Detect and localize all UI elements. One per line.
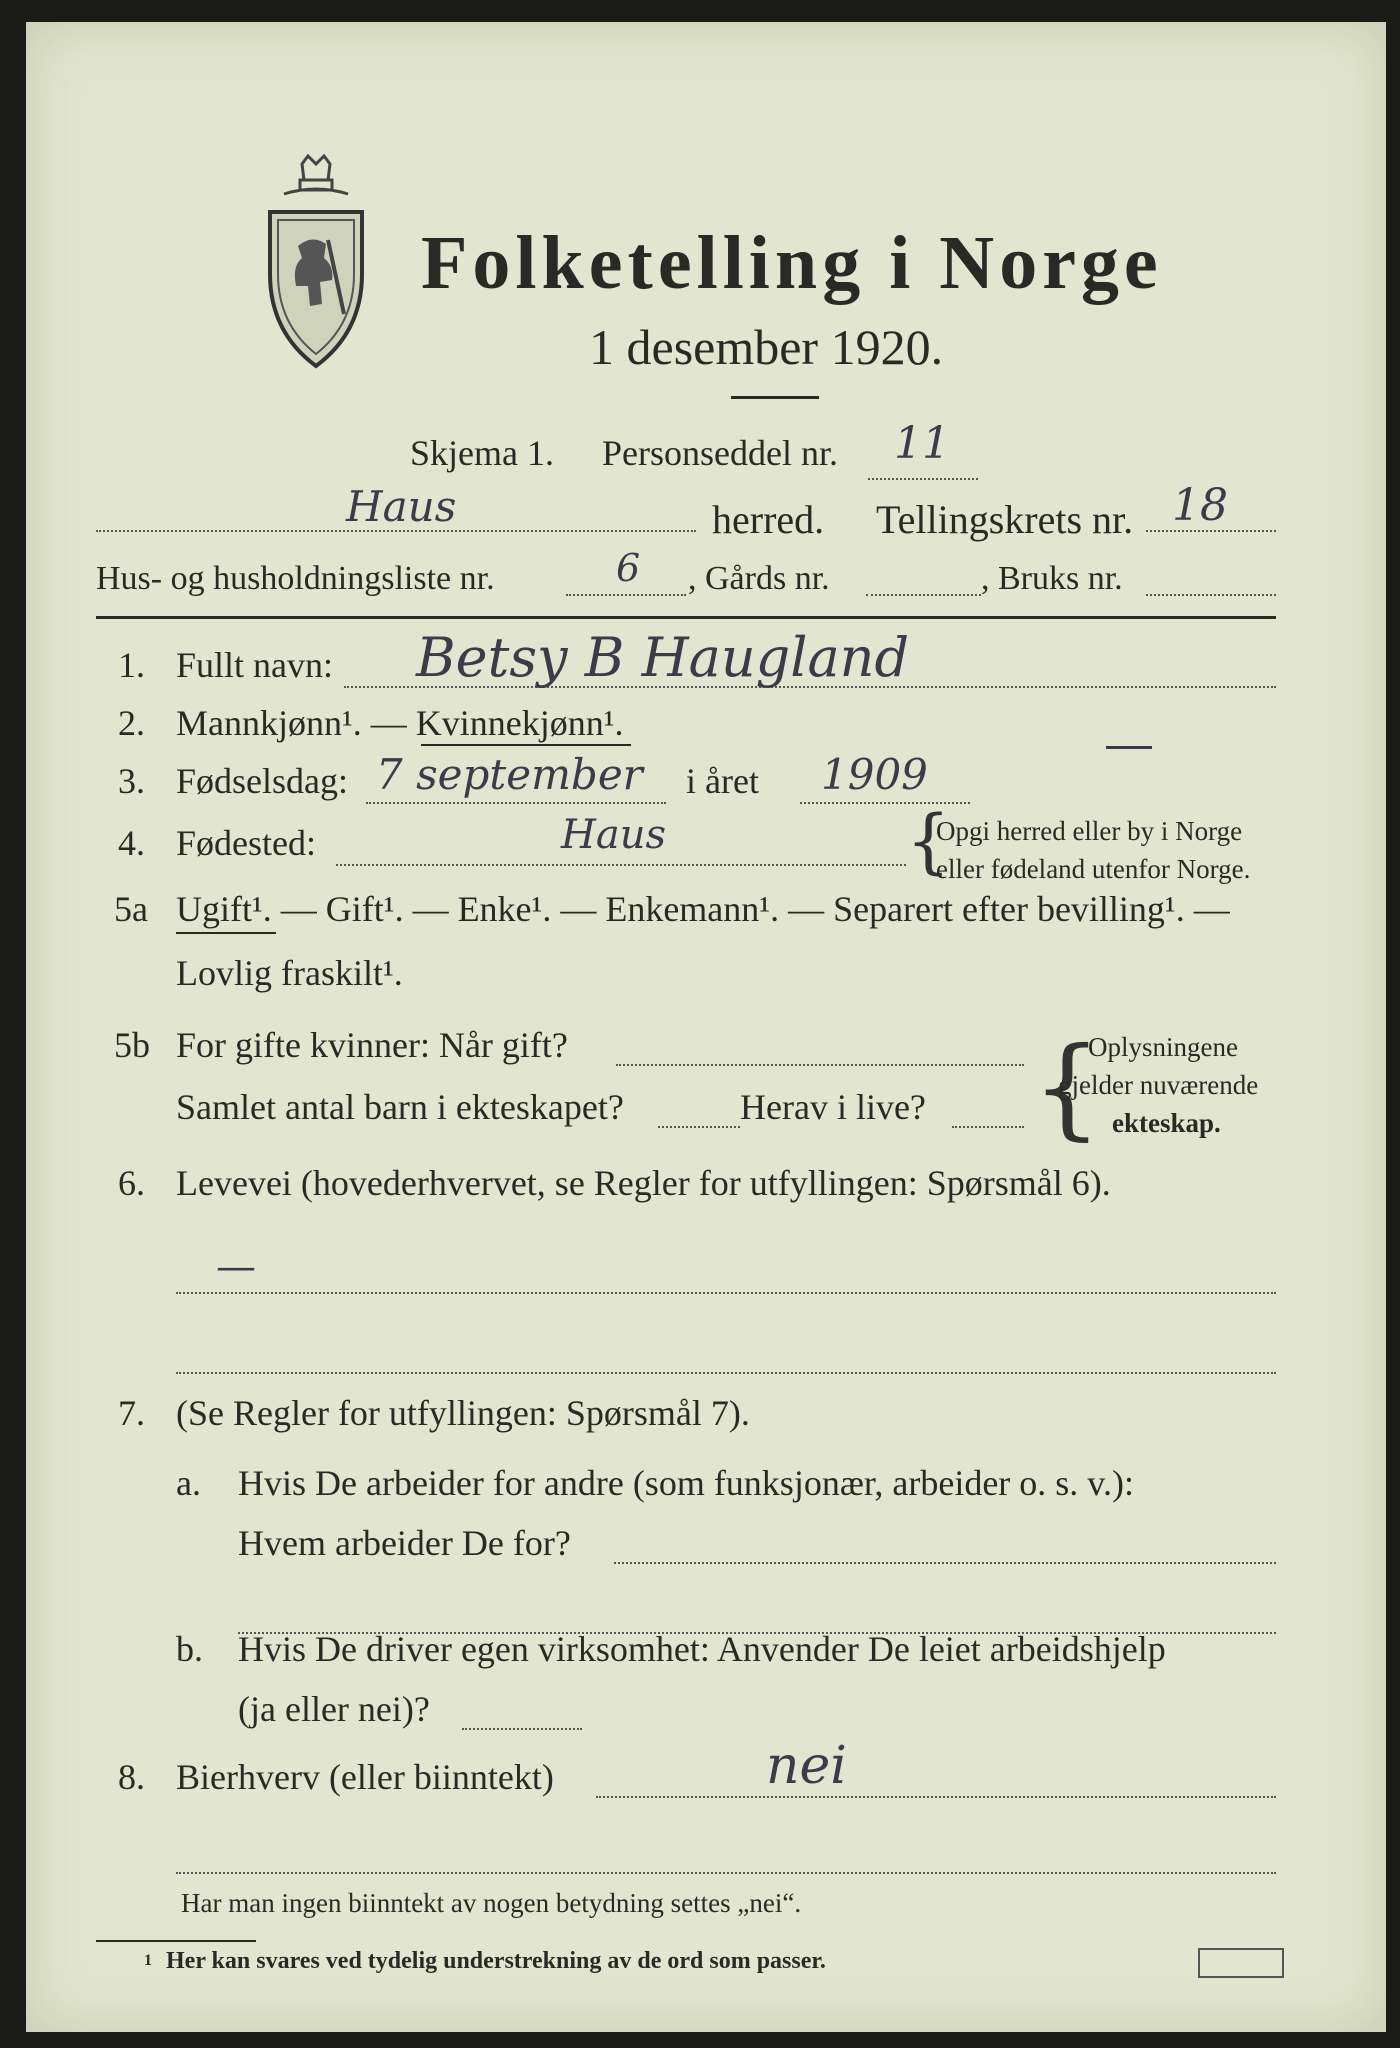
footnote-rule bbox=[96, 1940, 256, 1942]
husliste-label: Hus- og husholdningsliste nr. bbox=[96, 560, 495, 597]
footnote-text: Her kan svares ved tydelig understrekning av de ord som passer. bbox=[166, 1948, 826, 1974]
q7b-line2: (ja eller nei)? bbox=[238, 1689, 430, 1729]
q8-value[interactable]: nei bbox=[766, 1736, 847, 1796]
q5b-naar-gift-line bbox=[616, 1064, 1024, 1066]
q7-label: (Se Regler for utfyllingen: Spørsmål 7). bbox=[176, 1393, 750, 1433]
q5b-brace: { bbox=[1032, 1023, 1102, 1151]
norway-coat-of-arms-icon bbox=[262, 154, 370, 374]
herred-value[interactable]: Haus bbox=[346, 482, 457, 531]
census-date: 1 desember 1920. bbox=[589, 319, 944, 375]
q4-brace: { bbox=[906, 800, 951, 882]
q6-label: Levevei (hovederhvervet, se Regler for utfyllingen: Spørsmål 6). bbox=[176, 1163, 1111, 1203]
tellingskrets-value[interactable]: 18 bbox=[1172, 480, 1228, 531]
personseddel-label: Personseddel nr. bbox=[602, 433, 838, 473]
q2-dash-mark bbox=[1106, 746, 1152, 749]
q8-line2 bbox=[176, 1872, 1276, 1874]
q7b-letter: b. bbox=[176, 1629, 203, 1669]
q1-label: Fullt navn: bbox=[176, 645, 334, 685]
q1-number: 1. bbox=[118, 645, 145, 685]
q6-line2 bbox=[176, 1372, 1276, 1374]
q5b-line1: For gifte kvinner: Når gift? bbox=[176, 1025, 568, 1065]
q8-label: Bierhverv (eller biinntekt) bbox=[176, 1757, 554, 1797]
q3-value[interactable]: 7 september bbox=[376, 750, 643, 799]
header-rule bbox=[96, 616, 1276, 619]
q2-label: Mannkjønn¹. — Kvinnekjønn¹. bbox=[176, 703, 624, 743]
q8-line bbox=[596, 1796, 1276, 1798]
q7a-letter: a. bbox=[176, 1463, 201, 1503]
q7a-line bbox=[614, 1562, 1276, 1564]
herred-label: herred. bbox=[712, 497, 825, 542]
q3-year-value[interactable]: 1909 bbox=[821, 750, 928, 799]
q7a-line2: Hvem arbeider De for? bbox=[238, 1523, 571, 1563]
q8-number: 8. bbox=[118, 1757, 145, 1797]
q5b-note-line2: gjelder nuværende bbox=[1058, 1070, 1259, 1100]
q7-number: 7. bbox=[118, 1393, 145, 1433]
personseddel-value[interactable]: 11 bbox=[894, 418, 950, 469]
gards-label: , Gårds nr. bbox=[688, 560, 830, 597]
q5b-line2b: Herav i live? bbox=[740, 1087, 926, 1127]
q7a-line1: Hvis De arbeider for andre (som funksjonær, arbeider o. s. v.): bbox=[238, 1463, 1134, 1503]
q5b-herav-line bbox=[952, 1126, 1024, 1128]
personseddel-line bbox=[868, 478, 978, 480]
q5b-note-line1: Oplysningene bbox=[1088, 1032, 1238, 1062]
census-form-sheet bbox=[26, 22, 1386, 2032]
printer-stamp bbox=[1198, 1948, 1284, 1978]
form-title: Folketelling i Norge bbox=[421, 221, 1163, 305]
bruks-label: , Bruks nr. bbox=[981, 560, 1123, 597]
q4-value[interactable]: Haus bbox=[561, 812, 667, 858]
q6-line1 bbox=[176, 1292, 1276, 1294]
q5b-barn-line bbox=[658, 1126, 740, 1128]
q5a-ugift-underline bbox=[176, 932, 276, 934]
footnote-mark: 1 bbox=[144, 1952, 152, 1969]
q3-number: 3. bbox=[118, 761, 145, 801]
title-divider bbox=[731, 396, 819, 399]
q2-number: 2. bbox=[118, 703, 145, 743]
q6-value[interactable]: — bbox=[216, 1244, 256, 1290]
q6-number: 6. bbox=[118, 1163, 145, 1203]
q5a-line2: Lovlig fraskilt¹. bbox=[176, 953, 403, 993]
q5b-line2a: Samlet antal barn i ekteskapet? bbox=[176, 1087, 624, 1127]
tellingskrets-label: Tellingskrets nr. bbox=[876, 497, 1134, 542]
q4-note-line1: Opgi herred eller by i Norge bbox=[936, 816, 1243, 846]
q2-kvinnekjonn-underline bbox=[421, 744, 631, 746]
q5a-line1: Ugift¹. — Gift¹. — Enke¹. — Enkemann¹. — Separert efter bevilling¹. — bbox=[176, 889, 1230, 929]
q3-label: Fødselsdag: bbox=[176, 761, 349, 801]
q5b-number: 5b bbox=[114, 1025, 150, 1065]
q7b-line1: Hvis De driver egen virksomhet: Anvender De leiet arbeidshjelp bbox=[238, 1629, 1166, 1669]
q7b-line bbox=[462, 1728, 582, 1730]
q3-date-line bbox=[366, 802, 666, 804]
q4-label: Fødested: bbox=[176, 823, 316, 863]
gards-line bbox=[866, 594, 981, 596]
bruks-line bbox=[1146, 594, 1276, 596]
q3-year-label: i året bbox=[686, 761, 759, 801]
husliste-value[interactable]: 6 bbox=[616, 546, 641, 590]
q4-number: 4. bbox=[118, 823, 145, 863]
husliste-line bbox=[566, 594, 686, 596]
q5b-note-line3: ekteskap. bbox=[1112, 1108, 1221, 1138]
q4-note-line2: eller fødeland utenfor Norge. bbox=[936, 854, 1251, 884]
skjema-label: Skjema 1. bbox=[410, 433, 554, 473]
q4-line bbox=[336, 864, 906, 866]
footer-note: Har man ingen biinntekt av nogen betydning settes „nei“. bbox=[181, 1888, 802, 1918]
q1-value[interactable]: Betsy B Haugland bbox=[416, 626, 910, 689]
q5a-number: 5a bbox=[114, 889, 148, 929]
